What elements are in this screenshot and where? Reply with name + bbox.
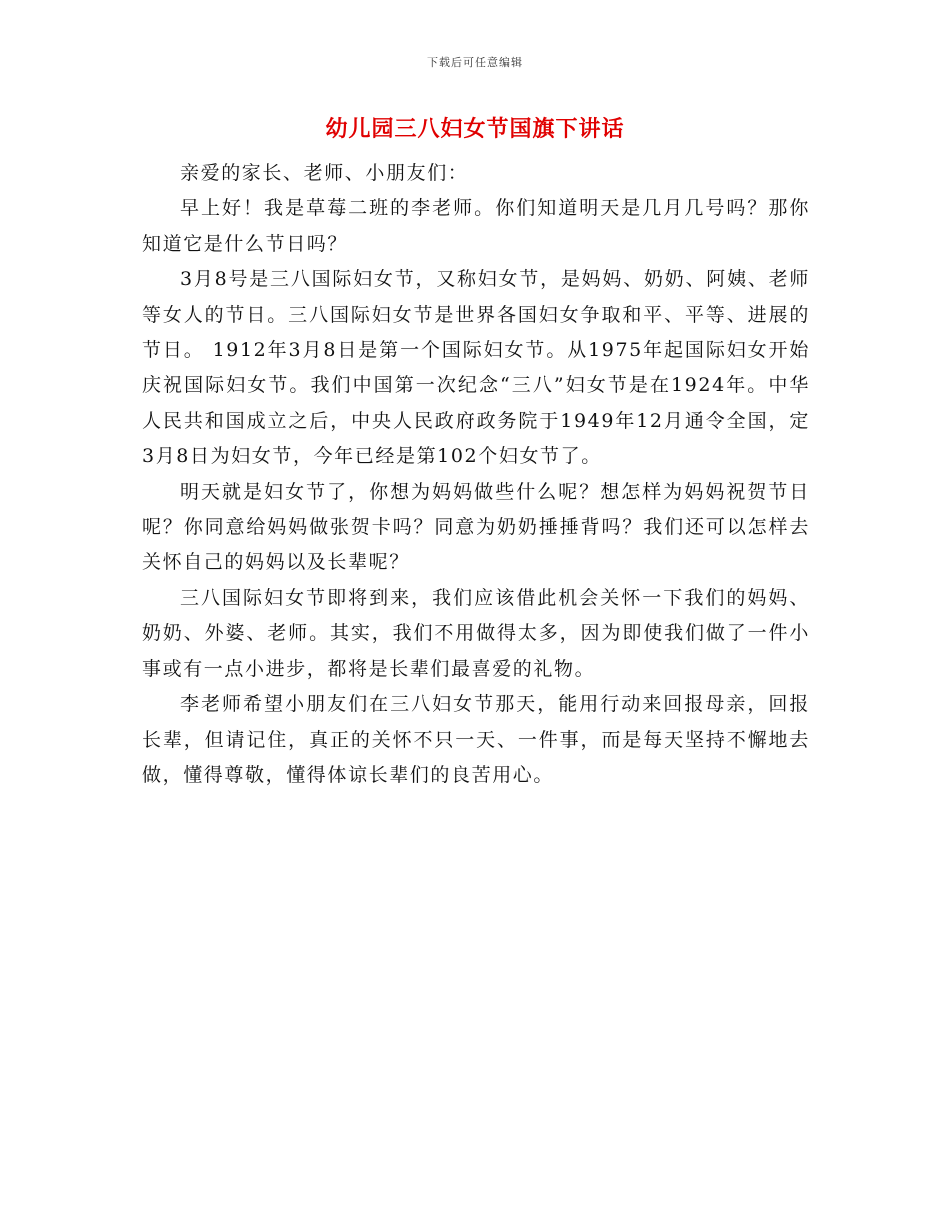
paragraph-intro: 早上好！我是草莓二班的李老师。你们知道明天是几月几号吗？那你知道它是什么节日吗？ (142, 197, 810, 255)
paragraph-greeting: 亲爱的家长、老师、小朋友们： (180, 162, 469, 184)
paragraph-care: 三八国际妇女节即将到来，我们应该借此机会关怀一下我们的妈妈、奶奶、外婆、老师。其实，我们不用做得太多，因为即使我们做了一件小事或有一点小进步，都将是长辈们最喜爱的礼物。 (142, 586, 810, 680)
paragraph-questions: 明天就是妇女节了，你想为妈妈做些什么呢？想怎样为妈妈祝贺节日呢？你同意给妈妈做张贺卡吗？同意为奶奶捶捶背吗？我们还可以怎样去关怀自己的妈妈以及长辈呢？ (142, 480, 810, 574)
paragraph-closing: 李老师希望小朋友们在三八妇女节那天，能用行动来回报母亲，回报长辈，但请记住，真正的关怀不只一天、一件事，而是每天坚持不懈地去做，懂得尊敬，懂得体谅长辈们的良苦用心。 (142, 693, 810, 786)
document-body (142, 156, 810, 793)
header-note: 下载后可任意编辑 (427, 56, 523, 69)
document-title: 幼儿园三八妇女节国旗下讲话 (325, 117, 625, 142)
paragraph-history: 3月8号是三八国际妇女节，又称妇女节，是妈妈、奶奶、阿姨、老师等女人的节日。三八国际妇女节是世界各国妇女争取和平、平等、进展的节日。 1912年3月8日是第一个国际妇女节。从1975年起国际妇女开始庆祝国际妇女节。我们中国第一次纪念“三八”妇女节是在1924年。中华人民共和国成立之后，中央人民政府政务院于1949年12月通令全国，定3月8日为妇女节，今年已经是第102个妇女节了。 (142, 268, 810, 468)
